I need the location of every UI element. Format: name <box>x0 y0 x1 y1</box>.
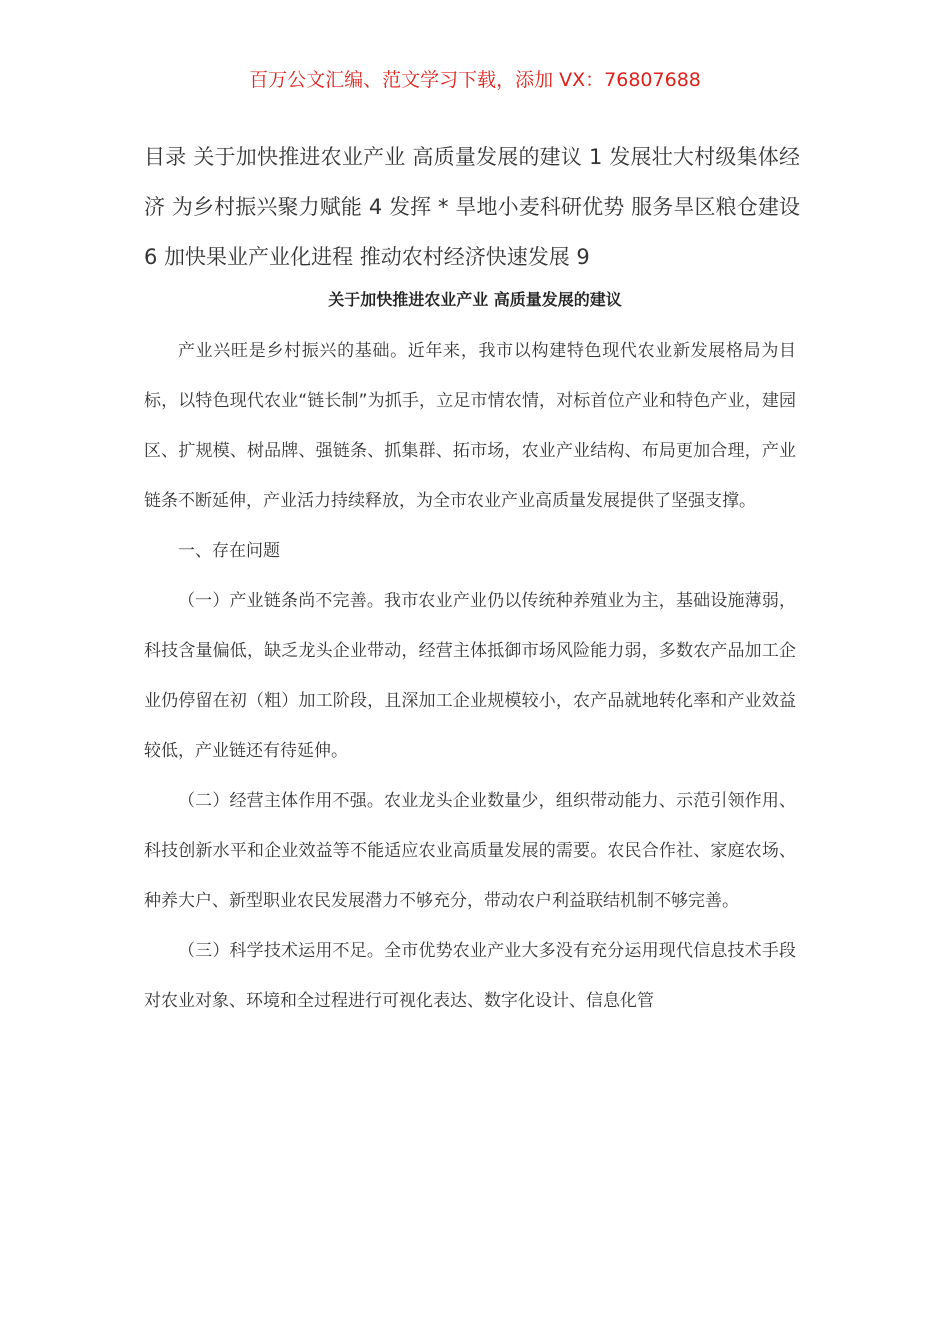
document-title: 关于加快推进农业产业 高质量发展的建议 <box>328 290 622 309</box>
document-body <box>144 326 796 1026</box>
paragraph-problem-2: （二）经营主体作用不强。农业龙头企业数量少，组织带动能力、示范引领作用、科技创新水平和企业效益等不能适应农业高质量发展的需要。农民合作社、家庭农场、种养大户、新型职业农民发展潜力不够充分，带动农户利益联结机制不够完善。 <box>144 791 796 911</box>
paragraph-problem-3: （三）科学技术运用不足。全市优势农业产业大多没有充分运用现代信息技术手段对农业对象、环境和全过程进行可视化表达、数字化设计、信息化管 <box>144 941 796 1011</box>
paragraph-problem-1: （一）产业链条尚不完善。我市农业产业仍以传统种养殖业为主，基础设施薄弱，科技含量偏低，缺乏龙头企业带动，经营主体抵御市场风险能力弱，多数农产品加工企业仍停留在初（粗）加工阶段，且深加工企业规模较小，农产品就地转化率和产业效益较低，产业链还有待延伸。 <box>144 591 796 761</box>
header-note: 百万公文汇编、范文学习下载，添加 VX：76807688 <box>249 69 701 91</box>
paragraph-intro: 产业兴旺是乡村振兴的基础。近年来，我市以构建特色现代农业新发展格局为目标，以特色现代农业“链长制”为抓手，立足市情农情，对标首位产业和特色产业，建园区、扩规模、树品牌、强链条、抓集群、拓市场，农业产业结构、布局更加合理，产业链条不断延伸，产业活力持续释放，为全市农业产业高质量发展提供了坚强支撑。 <box>144 341 796 511</box>
table-of-contents: 目录 关于加快推进农业产业 高质量发展的建议 1 发展壮大村级集体经济 为乡村振兴聚力赋能 4 发挥 * 旱地小麦科研优势 服务旱区粮仓建设 6 加快果业产业化进程 推动农村经济快速发展 9 <box>144 145 800 269</box>
section-heading-problems: 一、存在问题 <box>178 541 280 561</box>
